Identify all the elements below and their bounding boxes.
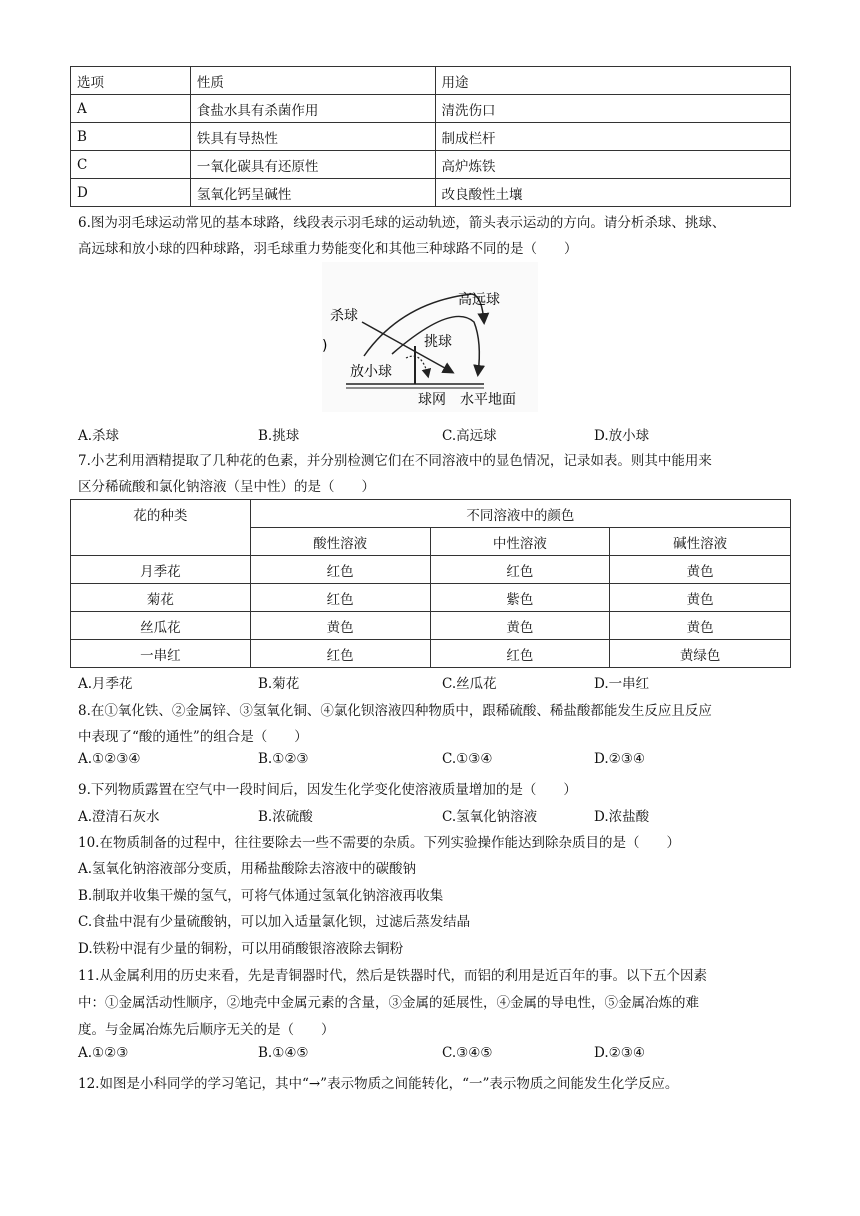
- table-cell: 红色: [250, 584, 430, 612]
- q10-option-c: C.食盐中混有少量硫酸钠，可以加入适量氯化钡，过滤后蒸发结晶: [78, 914, 471, 930]
- table-cell: 黄色: [610, 556, 791, 584]
- table-row: [71, 640, 791, 668]
- table-header-cell: 选项: [71, 67, 191, 95]
- q11-option-c: C.③④⑤: [442, 1045, 493, 1061]
- table-cell: D: [71, 179, 191, 207]
- table-cell: 黄色: [430, 612, 610, 640]
- table-cell: 丝瓜花: [71, 612, 251, 640]
- table-row: [71, 612, 791, 640]
- label-drop: 放小球: [350, 364, 392, 380]
- badminton-trajectory-svg: [322, 262, 538, 412]
- table-cell: 清洗伤口: [435, 95, 791, 123]
- table-cell: 红色: [430, 640, 610, 668]
- table-cell: 改良酸性土壤: [435, 179, 791, 207]
- table-cell: 高炉炼铁: [435, 151, 791, 179]
- table-row: [71, 123, 791, 151]
- q9-option-a: A.澄清石灰水: [78, 809, 160, 825]
- label-net: 球网: [418, 392, 446, 408]
- q8-option-b: B.①②③: [258, 751, 309, 767]
- q8-option-c: C.①③④: [442, 751, 493, 767]
- label-clear: 高远球: [458, 292, 500, 308]
- q7-option-d: D.一串红: [594, 676, 650, 692]
- label-kill: 杀球: [330, 308, 358, 324]
- table-row: [71, 584, 791, 612]
- q10-option-d: D.铁粉中混有少量的铜粉，可以用硝酸银溶液除去铜粉: [78, 941, 404, 957]
- q9-option-c: C.氢氧化钠溶液: [442, 809, 538, 825]
- q7-option-c: C.丝瓜花: [442, 676, 497, 692]
- q6-option-a: A.杀球: [78, 428, 120, 444]
- table-header-cell: 用途: [435, 67, 791, 95]
- table-cell: 一串红: [71, 640, 251, 668]
- q11-option-d: D.②③④: [594, 1045, 645, 1061]
- table-header-cell: 中性溶液: [430, 528, 610, 556]
- q6-option-c: C.高远球: [442, 428, 497, 444]
- q10-stem-line1: 10.在物质制备的过程中，往往要除去一些不需要的杂质。下列实验操作能达到除杂质目的是（ ）: [78, 835, 680, 851]
- q7-stem-line2: 区分稀硫酸和氯化钠溶液（呈中性）的是（ ）: [78, 479, 375, 495]
- q8-option-a: A.①②③④: [78, 751, 141, 767]
- q10-option-b: B.制取并收集干燥的氢气，可将气体通过氢氧化钠溶液再收集: [78, 888, 444, 904]
- table-header-row: [71, 67, 791, 95]
- q7-option-a: A.月季花: [78, 676, 133, 692]
- q11-stem-line1: 11.从金属利用的历史来看，先是青铜器时代，然后是铁器时代，而铝的利用是近百年的事。以下五个因素: [78, 968, 707, 984]
- q11-stem-line3: 度。与金属冶炼先后顺序无关的是（ ）: [78, 1022, 335, 1038]
- q11-stem-line2: 中：①金属活动性顺序，②地壳中金属元素的含量，③金属的延展性，④金属的导电性，⑤金属冶炼的难: [78, 995, 699, 1011]
- table-cell: 黄色: [610, 584, 791, 612]
- q9-option-d: D.浓盐酸: [594, 809, 650, 825]
- q6-stem-line2: 高远球和放小球的四种球路，羽毛球重力势能变化和其他三种球路不同的是（ ）: [78, 241, 578, 257]
- q8-option-d: D.②③④: [594, 751, 645, 767]
- table-row: [71, 556, 791, 584]
- table-header-cell: 花的种类: [71, 500, 251, 556]
- table-cell: 食盐水具有杀菌作用: [190, 95, 435, 123]
- q6-option-b: B.挑球: [258, 428, 300, 444]
- badminton-trajectory-figure: [322, 262, 538, 412]
- q9-option-b: B.浓硫酸: [258, 809, 313, 825]
- q12-stem-line1: 12.如图是小科同学的学习笔记，其中“→”表示物质之间能转化，“一”表示物质之间能发生化学反应。: [78, 1076, 679, 1092]
- properties-table: [70, 66, 791, 207]
- table-header-cell: 碱性溶液: [610, 528, 791, 556]
- label-ground: 水平地面: [460, 392, 516, 408]
- q8-stem-line2: 中表现了“酸的通性”的组合是（ ）: [78, 729, 308, 745]
- table-header-row: [71, 500, 791, 528]
- table-cell: 黄色: [250, 612, 430, 640]
- table-cell: B: [71, 123, 191, 151]
- table-row: [71, 151, 791, 179]
- table-header-cell: 性质: [190, 67, 435, 95]
- q11-option-a: A.①②③: [78, 1045, 129, 1061]
- table-cell: 月季花: [71, 556, 251, 584]
- table-cell: 红色: [250, 640, 430, 668]
- table-header-cell: 不同溶液中的颜色: [250, 500, 790, 528]
- table-cell: 红色: [430, 556, 610, 584]
- table-cell: C: [71, 151, 191, 179]
- q7-option-b: B.菊花: [258, 676, 300, 692]
- q6-stem-line1: 6.图为羽毛球运动常见的基本球路，线段表示羽毛球的运动轨迹，箭头表示运动的方向。请分析杀球、挑球、: [78, 215, 726, 231]
- table-cell: 铁具有导热性: [190, 123, 435, 151]
- table-row: [71, 95, 791, 123]
- table-cell: 黄绿色: [610, 640, 791, 668]
- table-cell: 紫色: [430, 584, 610, 612]
- table-cell: 一氧化碳具有还原性: [190, 151, 435, 179]
- q11-option-b: B.①④⑤: [258, 1045, 309, 1061]
- table-cell: 制成栏杆: [435, 123, 791, 151]
- flower-pigment-table: [70, 499, 791, 668]
- q10-option-a: A.氢氧化钠溶液部分变质，用稀盐酸除去溶液中的碳酸钠: [78, 861, 417, 877]
- q6-option-d: D.放小球: [594, 428, 650, 444]
- table-cell: 黄色: [610, 612, 791, 640]
- q9-stem-line1: 9.下列物质露置在空气中一段时间后，因发生化学变化使溶液质量增加的是（ ）: [78, 782, 577, 798]
- label-lift: 挑球: [424, 334, 452, 350]
- table-cell: 红色: [250, 556, 430, 584]
- q8-stem-line1: 8.在①氧化铁、②金属锌、③氢氧化铜、④氯化钡溶液四种物质中，跟稀硫酸、稀盐酸都能发生反应且反应: [78, 703, 712, 719]
- table-row: [71, 179, 791, 207]
- table-cell: 菊花: [71, 584, 251, 612]
- table-header-cell: 酸性溶液: [250, 528, 430, 556]
- label-bracket: ): [322, 338, 328, 354]
- table-cell: 氢氧化钙呈碱性: [190, 179, 435, 207]
- q7-stem-line1: 7.小艺利用酒精提取了几种花的色素，并分别检测它们在不同溶液中的显色情况，记录如表。则其中能用来: [78, 453, 712, 469]
- table-cell: A: [71, 95, 191, 123]
